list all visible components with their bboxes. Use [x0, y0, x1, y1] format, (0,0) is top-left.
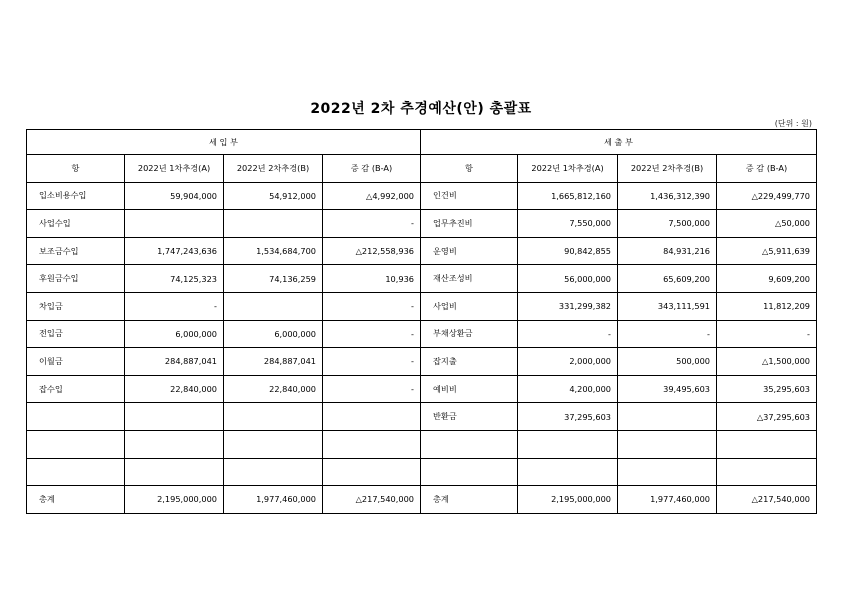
income-diff-cell — [323, 403, 421, 431]
income-total-a: 2,195,000,000 — [125, 486, 224, 514]
income-a-cell — [125, 430, 224, 458]
expense-item-cell: 예비비 — [421, 375, 518, 403]
income-diff-cell: - — [323, 348, 421, 376]
income-diff-cell: - — [323, 320, 421, 348]
expense-item-header: 항 — [421, 155, 518, 183]
income-b-cell — [224, 458, 323, 486]
expense-b-cell: 65,609,200 — [618, 265, 717, 293]
total-row — [27, 486, 817, 514]
expense-diff-cell — [717, 458, 817, 486]
income-a-cell: 1,747,243,636 — [125, 237, 224, 265]
income-diff-cell: △4,992,000 — [323, 182, 421, 210]
expense-a-cell: 2,000,000 — [518, 348, 618, 376]
column-header-row — [27, 155, 817, 183]
income-diff-cell — [323, 458, 421, 486]
income-total-label: 총계 — [27, 486, 125, 514]
expense-section-header: 세 출 부 — [421, 130, 817, 155]
section-header-row — [27, 130, 817, 155]
expense-diff-cell: 11,812,209 — [717, 292, 817, 320]
income-b-cell — [224, 210, 323, 238]
expense-item-cell: 인건비 — [421, 182, 518, 210]
expense-a-cell — [518, 458, 618, 486]
expense-b-cell: 7,500,000 — [618, 210, 717, 238]
unit-label: (단위 : 원) — [774, 119, 812, 128]
expense-a-cell: 90,842,855 — [518, 237, 618, 265]
table-row — [27, 292, 817, 320]
income-section-header: 세 입 부 — [27, 130, 421, 155]
income-item-cell: 입소비용수입 — [27, 182, 125, 210]
table-body — [27, 130, 817, 514]
expense-total-label: 총계 — [421, 486, 518, 514]
income-a-cell — [125, 210, 224, 238]
expense-item-cell: 잡지출 — [421, 348, 518, 376]
income-diff-cell: - — [323, 210, 421, 238]
expense-b-cell: 1,436,312,390 — [618, 182, 717, 210]
expense-diff-cell: 9,609,200 — [717, 265, 817, 293]
income-a-header: 2022년 1차추경(A) — [125, 155, 224, 183]
table-row — [27, 375, 817, 403]
expense-b-cell — [618, 430, 717, 458]
income-a-cell: 22,840,000 — [125, 375, 224, 403]
expense-item-cell: 사업비 — [421, 292, 518, 320]
expense-b-cell: 39,495,603 — [618, 375, 717, 403]
income-item-cell: 보조금수입 — [27, 237, 125, 265]
expense-item-cell: 부채상환금 — [421, 320, 518, 348]
table-row — [27, 210, 817, 238]
income-a-cell: 59,904,000 — [125, 182, 224, 210]
expense-a-cell: 56,000,000 — [518, 265, 618, 293]
expense-a-cell: 4,200,000 — [518, 375, 618, 403]
expense-item-cell — [421, 430, 518, 458]
expense-a-cell: 7,550,000 — [518, 210, 618, 238]
expense-a-cell: - — [518, 320, 618, 348]
income-item-cell — [27, 458, 125, 486]
income-b-cell: 6,000,000 — [224, 320, 323, 348]
expense-item-cell: 업무추진비 — [421, 210, 518, 238]
table-row — [27, 403, 817, 431]
income-item-cell — [27, 403, 125, 431]
income-b-cell — [224, 430, 323, 458]
income-a-cell: 284,887,041 — [125, 348, 224, 376]
income-item-cell: 후원금수입 — [27, 265, 125, 293]
expense-diff-cell — [717, 430, 817, 458]
income-diff-cell: △212,558,936 — [323, 237, 421, 265]
table-row — [27, 430, 817, 458]
expense-b-cell: 84,931,216 — [618, 237, 717, 265]
income-b-header: 2022년 2차추경(B) — [224, 155, 323, 183]
expense-diff-cell: - — [717, 320, 817, 348]
budget-summary-table — [26, 129, 817, 514]
income-b-cell — [224, 292, 323, 320]
income-a-cell: - — [125, 292, 224, 320]
expense-diff-cell: 35,295,603 — [717, 375, 817, 403]
income-b-cell: 54,912,000 — [224, 182, 323, 210]
income-b-cell: 284,887,041 — [224, 348, 323, 376]
table-row — [27, 458, 817, 486]
income-a-cell: 6,000,000 — [125, 320, 224, 348]
expense-b-cell: 500,000 — [618, 348, 717, 376]
expense-b-cell: - — [618, 320, 717, 348]
table-row — [27, 320, 817, 348]
income-item-header: 항 — [27, 155, 125, 183]
income-diff-cell: - — [323, 292, 421, 320]
income-b-cell: 74,136,259 — [224, 265, 323, 293]
expense-b-cell — [618, 403, 717, 431]
expense-a-cell: 37,295,603 — [518, 403, 618, 431]
table-row — [27, 237, 817, 265]
expense-item-cell — [421, 458, 518, 486]
income-a-cell: 74,125,323 — [125, 265, 224, 293]
expense-item-cell: 반환금 — [421, 403, 518, 431]
income-item-cell — [27, 430, 125, 458]
page-title: 2022년 2차 추경예산(안) 총괄표 — [310, 101, 532, 117]
income-total-diff: △217,540,000 — [323, 486, 421, 514]
income-item-cell: 사업수입 — [27, 210, 125, 238]
table-row — [27, 348, 817, 376]
expense-b-cell — [618, 458, 717, 486]
expense-b-cell: 343,111,591 — [618, 292, 717, 320]
expense-diff-cell: △50,000 — [717, 210, 817, 238]
expense-a-header: 2022년 1차추경(A) — [518, 155, 618, 183]
income-diff-cell: 10,936 — [323, 265, 421, 293]
expense-total-diff: △217,540,000 — [717, 486, 817, 514]
income-item-cell: 잡수입 — [27, 375, 125, 403]
expense-diff-cell: △1,500,000 — [717, 348, 817, 376]
income-b-cell — [224, 403, 323, 431]
expense-item-cell: 운영비 — [421, 237, 518, 265]
income-diff-cell: - — [323, 375, 421, 403]
expense-diff-cell: △229,499,770 — [717, 182, 817, 210]
income-b-cell: 22,840,000 — [224, 375, 323, 403]
income-item-cell: 이월금 — [27, 348, 125, 376]
income-diff-cell — [323, 430, 421, 458]
expense-total-a: 2,195,000,000 — [518, 486, 618, 514]
income-a-cell — [125, 403, 224, 431]
expense-a-cell — [518, 430, 618, 458]
expense-diff-cell: △37,295,603 — [717, 403, 817, 431]
income-item-cell: 전입금 — [27, 320, 125, 348]
income-a-cell — [125, 458, 224, 486]
expense-a-cell: 331,299,382 — [518, 292, 618, 320]
income-item-cell: 차입금 — [27, 292, 125, 320]
table-row — [27, 182, 817, 210]
income-b-cell: 1,534,684,700 — [224, 237, 323, 265]
expense-diff-cell: △5,911,639 — [717, 237, 817, 265]
expense-a-cell: 1,665,812,160 — [518, 182, 618, 210]
expense-b-header: 2022년 2차추경(B) — [618, 155, 717, 183]
expense-total-b: 1,977,460,000 — [618, 486, 717, 514]
income-diff-header: 증 감 (B-A) — [323, 155, 421, 183]
table-row — [27, 265, 817, 293]
income-total-b: 1,977,460,000 — [224, 486, 323, 514]
expense-item-cell: 재산조성비 — [421, 265, 518, 293]
expense-diff-header: 증 감 (B-A) — [717, 155, 817, 183]
